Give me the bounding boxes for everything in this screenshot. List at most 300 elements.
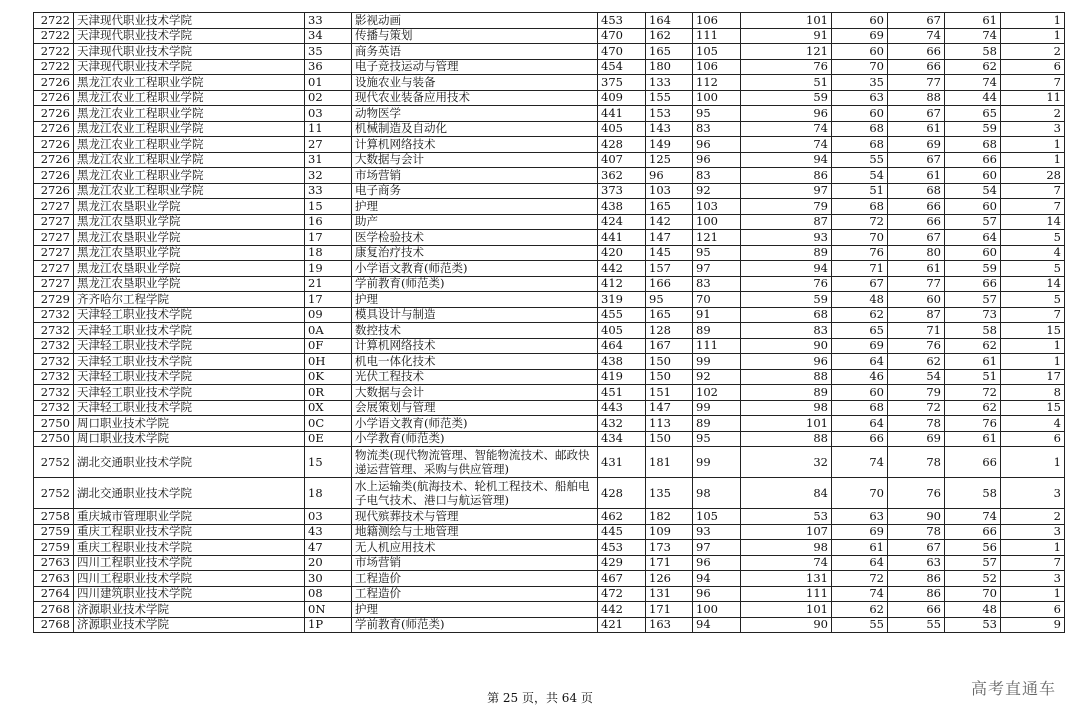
count-cell: 7 — [1001, 307, 1065, 323]
table-row — [34, 292, 1065, 308]
score-b-cell: 112 — [693, 75, 741, 91]
score-a-cell: 149 — [646, 137, 693, 153]
score-d-cell: 68 — [832, 199, 888, 215]
score-c-cell: 87 — [741, 214, 832, 230]
score-b-cell: 96 — [693, 555, 741, 571]
score-d-cell: 60 — [832, 106, 888, 122]
school-name-cell: 重庆城市管理职业学院 — [74, 509, 305, 525]
major-name-cell: 电子商务 — [352, 183, 598, 199]
major-code-cell: 01 — [305, 75, 352, 91]
school-code-cell: 2752 — [34, 478, 74, 509]
score-c-cell: 88 — [741, 431, 832, 447]
school-code-cell: 2752 — [34, 447, 74, 478]
major-code-cell: 0N — [305, 602, 352, 618]
school-name-cell: 湖北交通职业技术学院 — [74, 447, 305, 478]
score-b-cell: 100 — [693, 602, 741, 618]
score-b-cell: 97 — [693, 540, 741, 556]
score-d-cell: 55 — [832, 617, 888, 633]
score-c-cell: 74 — [741, 555, 832, 571]
major-name-cell: 工程造价 — [352, 571, 598, 587]
score-b-cell: 99 — [693, 354, 741, 370]
score-b-cell: 70 — [693, 292, 741, 308]
score-a-cell: 165 — [646, 307, 693, 323]
total-score-cell: 472 — [598, 586, 646, 602]
admission-score-table — [33, 12, 1065, 633]
score-b-cell: 83 — [693, 168, 741, 184]
score-a-cell: 157 — [646, 261, 693, 277]
score-b-cell: 95 — [693, 431, 741, 447]
score-d-cell: 64 — [832, 555, 888, 571]
major-name-cell: 会展策划与管理 — [352, 400, 598, 416]
major-name-cell: 小学语文教育(师范类) — [352, 416, 598, 432]
table-row — [34, 524, 1065, 540]
total-score-cell: 438 — [598, 354, 646, 370]
major-name-cell: 计算机网络技术 — [352, 137, 598, 153]
score-d-cell: 35 — [832, 75, 888, 91]
major-name-cell: 模具设计与制造 — [352, 307, 598, 323]
score-f-cell: 48 — [945, 602, 1001, 618]
score-c-cell: 59 — [741, 292, 832, 308]
major-code-cell: 32 — [305, 168, 352, 184]
major-code-cell: 20 — [305, 555, 352, 571]
total-score-cell: 424 — [598, 214, 646, 230]
school-code-cell: 2722 — [34, 13, 74, 29]
school-name-cell: 黑龙江农业工程职业学院 — [74, 183, 305, 199]
major-code-cell: 33 — [305, 13, 352, 29]
total-score-cell: 442 — [598, 261, 646, 277]
score-d-cell: 55 — [832, 152, 888, 168]
score-e-cell: 62 — [888, 354, 945, 370]
score-c-cell: 98 — [741, 400, 832, 416]
score-f-cell: 51 — [945, 369, 1001, 385]
score-e-cell: 68 — [888, 183, 945, 199]
score-c-cell: 83 — [741, 323, 832, 339]
school-name-cell: 周口职业技术学院 — [74, 416, 305, 432]
table-row — [34, 106, 1065, 122]
score-d-cell: 74 — [832, 586, 888, 602]
score-b-cell: 92 — [693, 369, 741, 385]
school-code-cell: 2732 — [34, 307, 74, 323]
score-e-cell: 74 — [888, 28, 945, 44]
major-code-cell: 0F — [305, 338, 352, 354]
school-code-cell: 2732 — [34, 338, 74, 354]
score-f-cell: 74 — [945, 28, 1001, 44]
score-f-cell: 58 — [945, 478, 1001, 509]
score-b-cell: 121 — [693, 230, 741, 246]
total-score-cell: 441 — [598, 230, 646, 246]
table-row — [34, 447, 1065, 478]
school-code-cell: 2726 — [34, 90, 74, 106]
school-code-cell: 2732 — [34, 323, 74, 339]
table-row — [34, 245, 1065, 261]
count-cell: 14 — [1001, 276, 1065, 292]
major-name-cell: 机械制造及自动化 — [352, 121, 598, 137]
major-code-cell: 27 — [305, 137, 352, 153]
score-a-cell: 145 — [646, 245, 693, 261]
major-name-cell: 地籍测绘与土地管理 — [352, 524, 598, 540]
count-cell: 9 — [1001, 617, 1065, 633]
score-a-cell: 151 — [646, 385, 693, 401]
score-c-cell: 121 — [741, 44, 832, 60]
score-e-cell: 54 — [888, 369, 945, 385]
major-name-cell: 市场营销 — [352, 168, 598, 184]
count-cell: 17 — [1001, 369, 1065, 385]
school-name-cell: 黑龙江农垦职业学院 — [74, 261, 305, 277]
score-a-cell: 109 — [646, 524, 693, 540]
count-cell: 2 — [1001, 509, 1065, 525]
score-e-cell: 61 — [888, 168, 945, 184]
score-c-cell: 97 — [741, 183, 832, 199]
count-cell: 7 — [1001, 199, 1065, 215]
count-cell: 2 — [1001, 106, 1065, 122]
score-d-cell: 60 — [832, 13, 888, 29]
score-b-cell: 91 — [693, 307, 741, 323]
school-code-cell: 2726 — [34, 152, 74, 168]
school-code-cell: 2759 — [34, 540, 74, 556]
total-score-cell: 373 — [598, 183, 646, 199]
count-cell: 1 — [1001, 137, 1065, 153]
school-code-cell: 2727 — [34, 276, 74, 292]
school-name-cell: 重庆工程职业技术学院 — [74, 540, 305, 556]
score-a-cell: 103 — [646, 183, 693, 199]
table-row — [34, 276, 1065, 292]
score-e-cell: 71 — [888, 323, 945, 339]
score-c-cell: 89 — [741, 385, 832, 401]
table-row — [34, 400, 1065, 416]
score-a-cell: 125 — [646, 152, 693, 168]
score-f-cell: 56 — [945, 540, 1001, 556]
score-b-cell: 94 — [693, 617, 741, 633]
table-row — [34, 121, 1065, 137]
total-score-cell: 421 — [598, 617, 646, 633]
major-code-cell: 0H — [305, 354, 352, 370]
score-b-cell: 89 — [693, 323, 741, 339]
score-c-cell: 101 — [741, 13, 832, 29]
score-d-cell: 54 — [832, 168, 888, 184]
count-cell: 7 — [1001, 183, 1065, 199]
score-e-cell: 66 — [888, 44, 945, 60]
school-code-cell: 2764 — [34, 586, 74, 602]
score-d-cell: 72 — [832, 571, 888, 587]
total-score-cell: 419 — [598, 369, 646, 385]
major-name-cell: 助产 — [352, 214, 598, 230]
score-a-cell: 95 — [646, 292, 693, 308]
score-e-cell: 69 — [888, 431, 945, 447]
score-a-cell: 133 — [646, 75, 693, 91]
major-code-cell: 09 — [305, 307, 352, 323]
score-f-cell: 58 — [945, 44, 1001, 60]
score-a-cell: 163 — [646, 617, 693, 633]
school-code-cell: 2722 — [34, 44, 74, 60]
score-d-cell: 62 — [832, 307, 888, 323]
school-name-cell: 黑龙江农业工程职业学院 — [74, 121, 305, 137]
score-f-cell: 76 — [945, 416, 1001, 432]
score-a-cell: 150 — [646, 369, 693, 385]
score-f-cell: 57 — [945, 555, 1001, 571]
major-name-cell: 影视动画 — [352, 13, 598, 29]
major-name-cell: 电子竞技运动与管理 — [352, 59, 598, 75]
count-cell: 11 — [1001, 90, 1065, 106]
table-row — [34, 509, 1065, 525]
score-b-cell: 95 — [693, 106, 741, 122]
score-a-cell: 128 — [646, 323, 693, 339]
score-d-cell: 68 — [832, 121, 888, 137]
school-name-cell: 天津轻工职业技术学院 — [74, 307, 305, 323]
total-score-cell: 434 — [598, 431, 646, 447]
major-name-cell: 工程造价 — [352, 586, 598, 602]
score-f-cell: 66 — [945, 524, 1001, 540]
score-e-cell: 78 — [888, 416, 945, 432]
score-a-cell: 164 — [646, 13, 693, 29]
score-d-cell: 66 — [832, 431, 888, 447]
score-f-cell: 74 — [945, 75, 1001, 91]
school-name-cell: 天津轻工职业技术学院 — [74, 369, 305, 385]
score-d-cell: 60 — [832, 385, 888, 401]
score-d-cell: 69 — [832, 28, 888, 44]
score-e-cell: 63 — [888, 555, 945, 571]
score-b-cell: 105 — [693, 44, 741, 60]
major-code-cell: 0C — [305, 416, 352, 432]
score-c-cell: 98 — [741, 540, 832, 556]
score-b-cell: 96 — [693, 152, 741, 168]
major-code-cell: 0K — [305, 369, 352, 385]
score-b-cell: 102 — [693, 385, 741, 401]
score-f-cell: 59 — [945, 121, 1001, 137]
total-score-cell: 464 — [598, 338, 646, 354]
count-cell: 2 — [1001, 44, 1065, 60]
school-name-cell: 重庆工程职业技术学院 — [74, 524, 305, 540]
total-score-cell: 470 — [598, 28, 646, 44]
major-name-cell: 无人机应用技术 — [352, 540, 598, 556]
school-code-cell: 2726 — [34, 106, 74, 122]
count-cell: 1 — [1001, 338, 1065, 354]
school-name-cell: 济源职业技术学院 — [74, 617, 305, 633]
score-e-cell: 55 — [888, 617, 945, 633]
major-name-cell: 计算机网络技术 — [352, 338, 598, 354]
total-score-cell: 412 — [598, 276, 646, 292]
total-score-cell: 445 — [598, 524, 646, 540]
major-code-cell: 02 — [305, 90, 352, 106]
score-d-cell: 67 — [832, 276, 888, 292]
count-cell: 3 — [1001, 524, 1065, 540]
total-score-cell: 453 — [598, 540, 646, 556]
table-row — [34, 369, 1065, 385]
major-code-cell: 43 — [305, 524, 352, 540]
major-code-cell: 0X — [305, 400, 352, 416]
count-cell: 15 — [1001, 400, 1065, 416]
school-name-cell: 四川建筑职业技术学院 — [74, 586, 305, 602]
table-row — [34, 586, 1065, 602]
school-name-cell: 黑龙江农业工程职业学院 — [74, 75, 305, 91]
major-code-cell: 17 — [305, 230, 352, 246]
major-name-cell: 学前教育(师范类) — [352, 276, 598, 292]
table-row — [34, 59, 1065, 75]
table-row — [34, 617, 1065, 633]
total-score-cell: 420 — [598, 245, 646, 261]
score-c-cell: 96 — [741, 354, 832, 370]
score-d-cell: 48 — [832, 292, 888, 308]
table-row — [34, 571, 1065, 587]
count-cell: 3 — [1001, 121, 1065, 137]
score-b-cell: 98 — [693, 478, 741, 509]
major-code-cell: 19 — [305, 261, 352, 277]
score-d-cell: 70 — [832, 230, 888, 246]
score-d-cell: 74 — [832, 447, 888, 478]
score-e-cell: 76 — [888, 478, 945, 509]
table-row — [34, 338, 1065, 354]
score-f-cell: 59 — [945, 261, 1001, 277]
score-e-cell: 60 — [888, 292, 945, 308]
score-c-cell: 84 — [741, 478, 832, 509]
score-f-cell: 66 — [945, 152, 1001, 168]
school-code-cell: 2729 — [34, 292, 74, 308]
score-c-cell: 53 — [741, 509, 832, 525]
total-score-cell: 470 — [598, 44, 646, 60]
count-cell: 6 — [1001, 602, 1065, 618]
school-code-cell: 2727 — [34, 230, 74, 246]
major-code-cell: 0E — [305, 431, 352, 447]
major-code-cell: 0R — [305, 385, 352, 401]
score-f-cell: 52 — [945, 571, 1001, 587]
table-row — [34, 152, 1065, 168]
school-name-cell: 黑龙江农业工程职业学院 — [74, 106, 305, 122]
score-e-cell: 86 — [888, 586, 945, 602]
score-b-cell: 111 — [693, 28, 741, 44]
score-c-cell: 32 — [741, 447, 832, 478]
count-cell: 5 — [1001, 230, 1065, 246]
major-code-cell: 33 — [305, 183, 352, 199]
count-cell: 8 — [1001, 385, 1065, 401]
score-a-cell: 162 — [646, 28, 693, 44]
major-code-cell: 31 — [305, 152, 352, 168]
major-name-cell: 小学教育(师范类) — [352, 431, 598, 447]
score-c-cell: 89 — [741, 245, 832, 261]
page-number: 第 25 页，共 64 页 — [487, 691, 593, 705]
school-code-cell: 2726 — [34, 168, 74, 184]
major-code-cell: 18 — [305, 245, 352, 261]
score-c-cell: 101 — [741, 416, 832, 432]
school-code-cell: 2727 — [34, 199, 74, 215]
score-c-cell: 107 — [741, 524, 832, 540]
school-code-cell: 2727 — [34, 214, 74, 230]
major-name-cell: 现代农业装备应用技术 — [352, 90, 598, 106]
score-e-cell: 66 — [888, 59, 945, 75]
total-score-cell: 432 — [598, 416, 646, 432]
score-d-cell: 63 — [832, 90, 888, 106]
score-d-cell: 63 — [832, 509, 888, 525]
score-f-cell: 65 — [945, 106, 1001, 122]
score-c-cell: 90 — [741, 617, 832, 633]
score-b-cell: 83 — [693, 276, 741, 292]
total-score-cell: 453 — [598, 13, 646, 29]
score-f-cell: 62 — [945, 338, 1001, 354]
major-name-cell: 大数据与会计 — [352, 385, 598, 401]
school-name-cell: 济源职业技术学院 — [74, 602, 305, 618]
count-cell: 7 — [1001, 555, 1065, 571]
score-e-cell: 76 — [888, 338, 945, 354]
total-score-cell: 462 — [598, 509, 646, 525]
total-score-cell: 467 — [598, 571, 646, 587]
major-name-cell: 市场营销 — [352, 555, 598, 571]
score-c-cell: 79 — [741, 199, 832, 215]
major-name-cell: 传播与策划 — [352, 28, 598, 44]
score-a-cell: 113 — [646, 416, 693, 432]
major-name-cell: 小学语文教育(师范类) — [352, 261, 598, 277]
count-cell: 1 — [1001, 152, 1065, 168]
school-name-cell: 黑龙江农垦职业学院 — [74, 199, 305, 215]
score-e-cell: 66 — [888, 602, 945, 618]
table-row — [34, 323, 1065, 339]
total-score-cell: 455 — [598, 307, 646, 323]
score-a-cell: 143 — [646, 121, 693, 137]
count-cell: 4 — [1001, 416, 1065, 432]
score-a-cell: 167 — [646, 338, 693, 354]
score-f-cell: 66 — [945, 276, 1001, 292]
score-f-cell: 64 — [945, 230, 1001, 246]
major-code-cell: 11 — [305, 121, 352, 137]
count-cell: 1 — [1001, 354, 1065, 370]
count-cell: 5 — [1001, 292, 1065, 308]
major-name-cell: 护理 — [352, 292, 598, 308]
school-name-cell: 黑龙江农垦职业学院 — [74, 245, 305, 261]
count-cell: 6 — [1001, 59, 1065, 75]
score-c-cell: 74 — [741, 121, 832, 137]
table-row — [34, 602, 1065, 618]
score-d-cell: 71 — [832, 261, 888, 277]
score-f-cell: 53 — [945, 617, 1001, 633]
major-name-cell: 商务英语 — [352, 44, 598, 60]
table-row — [34, 478, 1065, 509]
score-c-cell: 59 — [741, 90, 832, 106]
score-b-cell: 111 — [693, 338, 741, 354]
school-code-cell: 2732 — [34, 354, 74, 370]
school-name-cell: 天津现代职业技术学院 — [74, 28, 305, 44]
table-row — [34, 90, 1065, 106]
count-cell: 1 — [1001, 586, 1065, 602]
school-code-cell: 2768 — [34, 617, 74, 633]
school-code-cell: 2726 — [34, 121, 74, 137]
major-name-cell: 机电一体化技术 — [352, 354, 598, 370]
total-score-cell: 429 — [598, 555, 646, 571]
score-e-cell: 87 — [888, 307, 945, 323]
score-e-cell: 67 — [888, 540, 945, 556]
score-f-cell: 57 — [945, 292, 1001, 308]
score-e-cell: 69 — [888, 137, 945, 153]
school-name-cell: 黑龙江农业工程职业学院 — [74, 90, 305, 106]
score-b-cell: 106 — [693, 59, 741, 75]
school-code-cell: 2732 — [34, 400, 74, 416]
score-a-cell: 153 — [646, 106, 693, 122]
major-name-cell: 护理 — [352, 602, 598, 618]
score-a-cell: 173 — [646, 540, 693, 556]
score-b-cell: 83 — [693, 121, 741, 137]
score-c-cell: 96 — [741, 106, 832, 122]
score-b-cell: 105 — [693, 509, 741, 525]
score-d-cell: 68 — [832, 137, 888, 153]
school-name-cell: 黑龙江农垦职业学院 — [74, 230, 305, 246]
total-score-cell: 405 — [598, 121, 646, 137]
major-code-cell: 15 — [305, 199, 352, 215]
score-e-cell: 66 — [888, 214, 945, 230]
major-code-cell: 1P — [305, 617, 352, 633]
score-f-cell: 54 — [945, 183, 1001, 199]
score-a-cell: 182 — [646, 509, 693, 525]
school-name-cell: 天津轻工职业技术学院 — [74, 400, 305, 416]
score-a-cell: 96 — [646, 168, 693, 184]
score-b-cell: 100 — [693, 90, 741, 106]
school-code-cell: 2759 — [34, 524, 74, 540]
score-f-cell: 60 — [945, 245, 1001, 261]
